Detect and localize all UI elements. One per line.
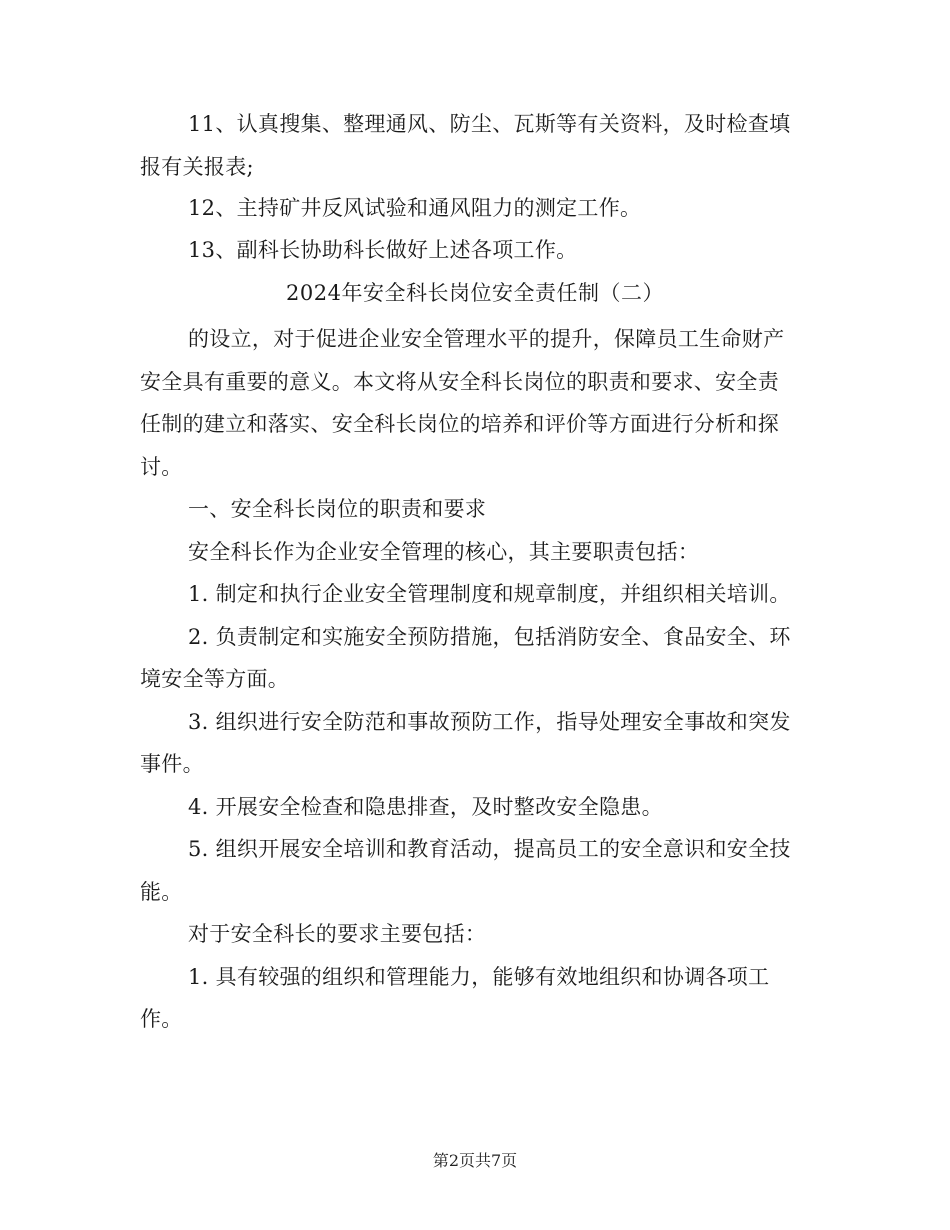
list-item: 4. 开展安全检查和隐患排查，及时整改安全隐患。 [188,795,663,819]
list-item: 3. 组织进行安全防范和事故预防工作，指导处理安全事故和突发 [188,710,791,734]
list-item-continued: 事件。 [140,752,204,776]
paragraph-line: 12、主持矿井反风试验和通风阻力的测定工作。 [188,196,642,220]
list-item: 1. 具有较强的组织和管理能力，能够有效地组织和协调各项工 [188,965,770,989]
paragraph-line: 任制的建立和落实、安全科长岗位的培养和评价等方面进行分析和探 [140,412,779,436]
paragraph-line: 安全科长作为企业安全管理的核心，其主要职责包括： [188,540,700,564]
paragraph-line: 11、认真搜集、整理通风、防尘、瓦斯等有关资料，及时检查填 [188,112,791,136]
paragraph-line: 对于安全科长的要求主要包括： [188,922,487,946]
list-item: 1. 制定和执行企业安全管理制度和规章制度，并组织相关培训。 [188,582,791,606]
page-number: 第2页共7页 [432,1151,518,1170]
list-item: 2. 负责制定和实施安全预防措施，包括消防安全、食品安全、环 [188,625,791,649]
list-item: 5. 组织开展安全培训和教育活动，提高员工的安全意识和安全技 [188,837,791,861]
section-heading: 一、安全科长岗位的职责和要求 [188,497,487,521]
paragraph-line: 13、副科长协助科长做好上述各项工作。 [188,238,578,262]
paragraph-line: 报有关报表; [140,155,254,179]
list-item-continued: 作。 [140,1007,183,1031]
section-title: 2024年安全科长岗位安全责任制（二） [286,281,664,305]
paragraph-line: 的设立，对于促进企业安全管理水平的提升，保障员工生命财产 [188,327,785,351]
paragraph-line: 安全具有重要的意义。本文将从安全科长岗位的职责和要求、安全责 [140,370,779,394]
paragraph-line: 讨。 [140,455,183,479]
list-item-continued: 能。 [140,880,183,904]
list-item-continued: 境安全等方面。 [140,667,290,691]
